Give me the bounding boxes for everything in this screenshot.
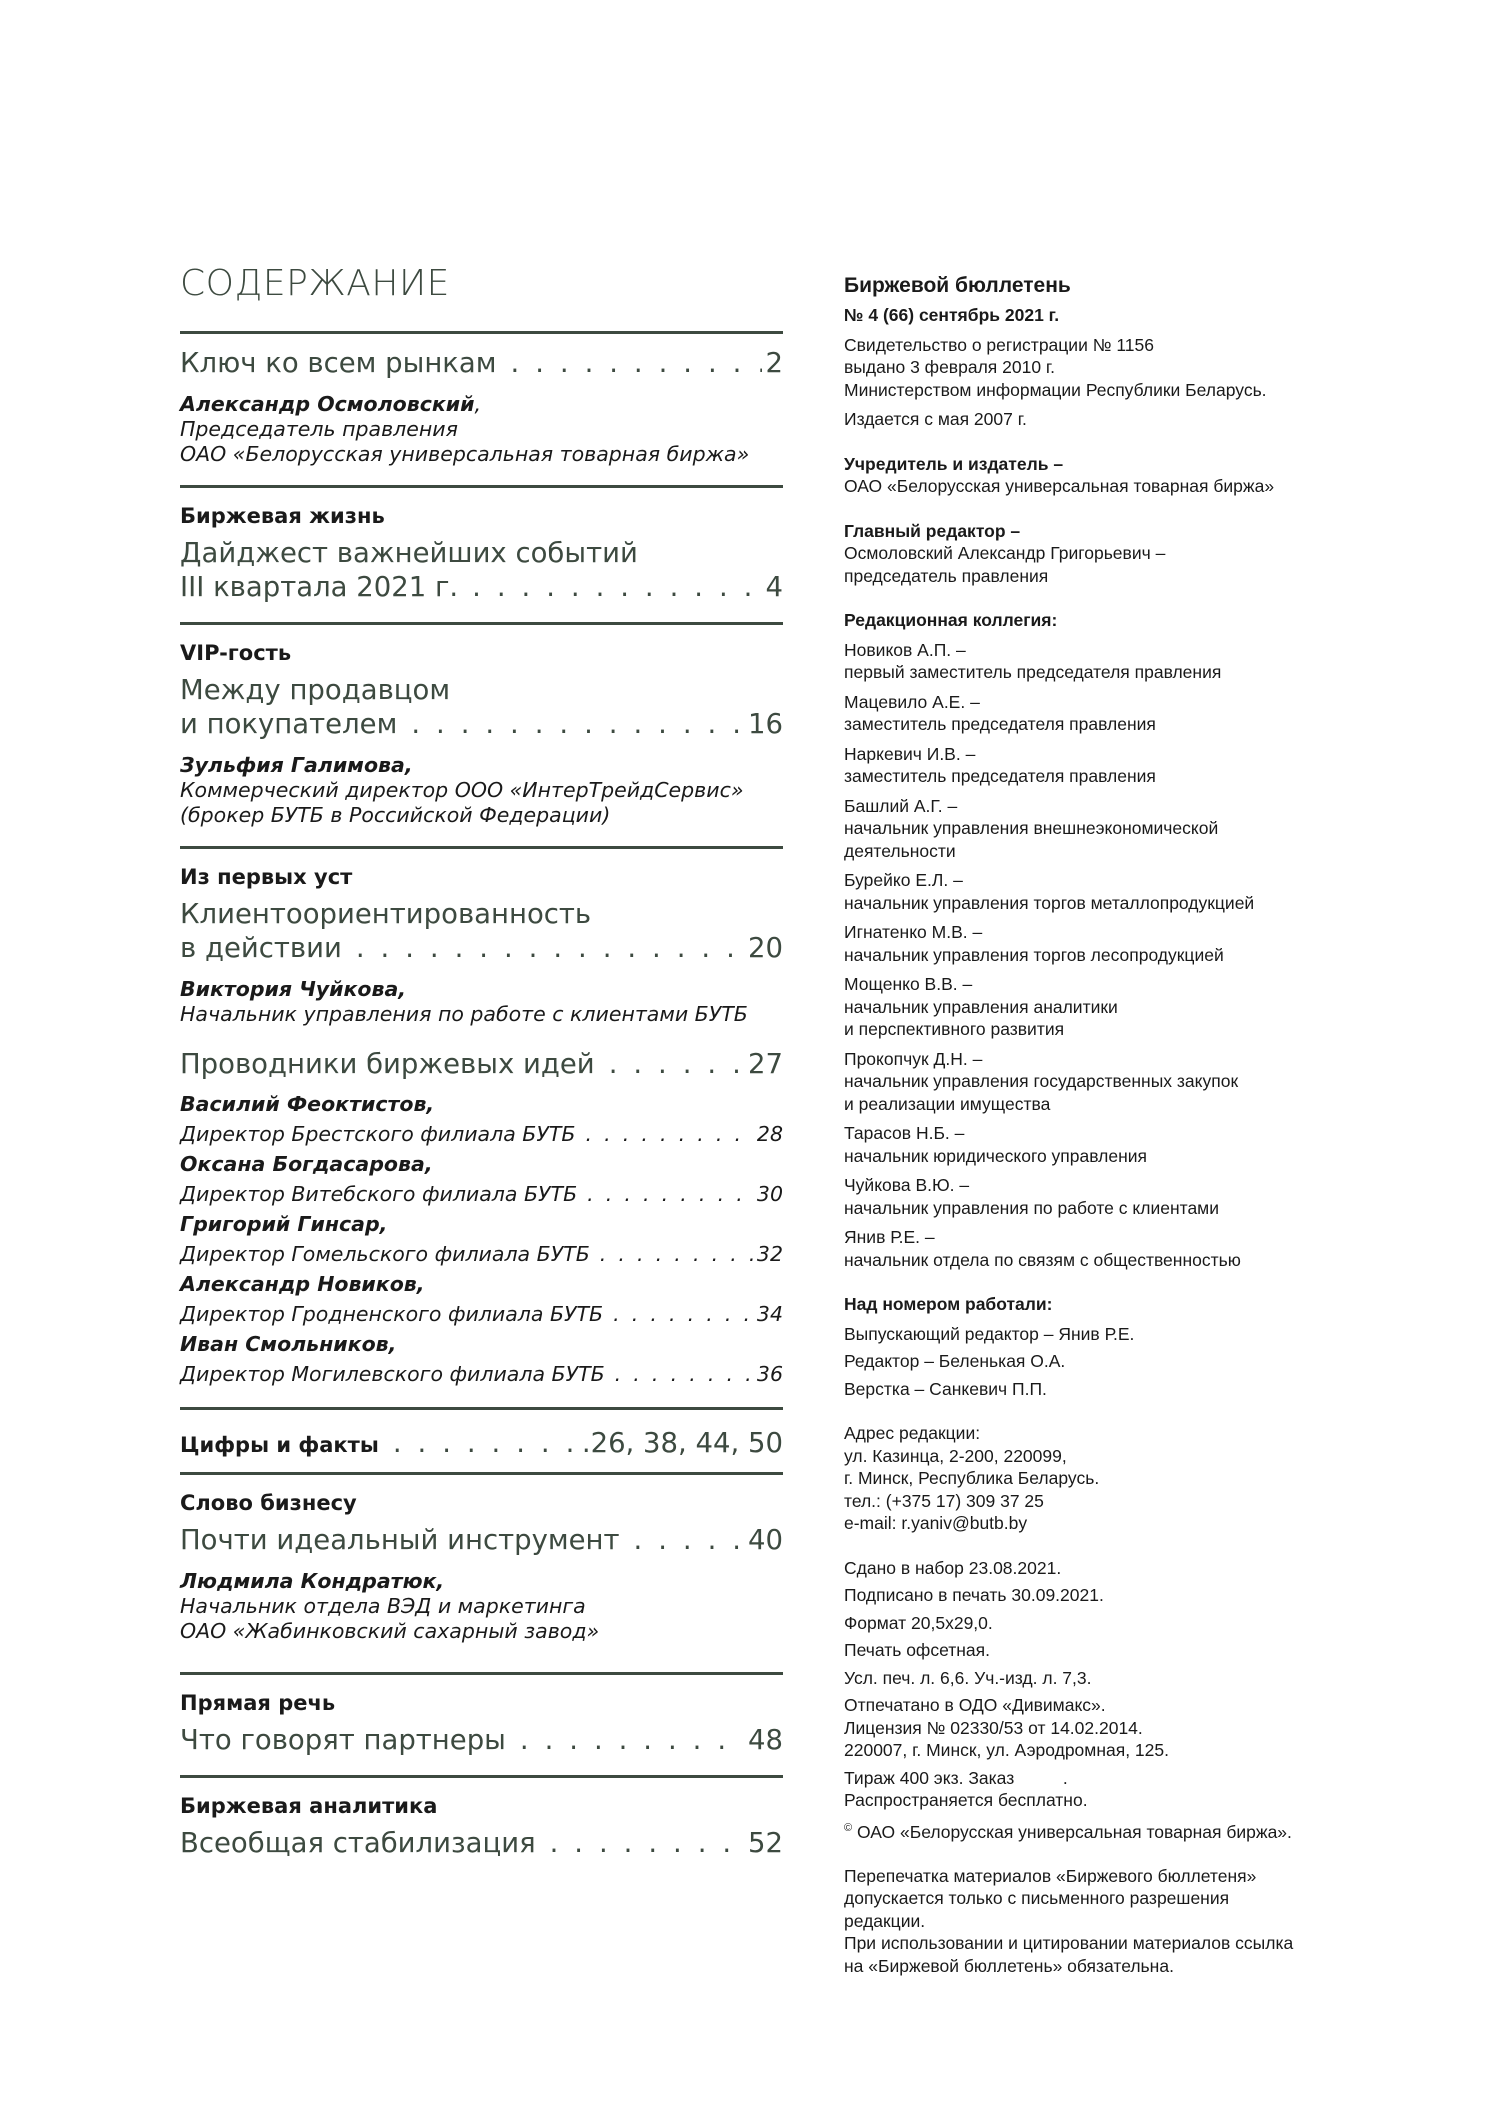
entry-title: Проводники биржевых идей <box>180 1048 595 1081</box>
member-role: первый заместитель председателя правления <box>844 662 1222 682</box>
member-role: и реализации имущества <box>844 1093 1051 1114</box>
list-item[interactable] <box>180 1329 783 1389</box>
toc-entry[interactable] <box>180 1426 783 1460</box>
board-member <box>844 1048 1314 1116</box>
page-number: 52 <box>748 1827 783 1860</box>
toc-block-direct-speech <box>180 1675 783 1775</box>
phone-line: тел.: (+375 17) 309 37 25 <box>844 1490 1044 1511</box>
member-role: начальник управления государственных закупок <box>844 1071 1239 1091</box>
entry-title: Всеобщая стабилизация <box>180 1827 536 1860</box>
copyright-icon: © <box>844 1821 853 1834</box>
author-name: Оксана Богдасарова, <box>180 1152 433 1177</box>
member-role: заместитель председателя правления <box>844 766 1156 786</box>
section-heading: Цифры и факты <box>180 1433 379 1458</box>
page-number: 40 <box>748 1524 783 1557</box>
member-role: начальник управления аналитики <box>844 996 1118 1017</box>
toc-entry[interactable] <box>180 1826 783 1860</box>
member-role: начальник управления торгов лесопродукцией <box>844 944 1224 965</box>
author-title: Директор Гомельского филиала БУТБ <box>180 1242 590 1267</box>
author-name: Василий Феоктистов, <box>180 1092 435 1117</box>
member-role: начальник управления по работе с клиентами <box>844 1197 1219 1218</box>
list-item[interactable] <box>180 1269 783 1329</box>
print-info: Усл. печ. л. 6,6. Уч.-изд. л. 7,3. <box>844 1667 1092 1688</box>
author-title: Директор Гродненского филиала БУТБ <box>180 1302 604 1327</box>
print-info: Тираж 400 экз. Заказ . <box>844 1767 1068 1788</box>
print-info: Печать офсетная. <box>844 1640 990 1660</box>
toc-block-exchange-life <box>180 488 783 622</box>
page-number: 20 <box>748 932 783 965</box>
dot-leader <box>550 1826 744 1860</box>
member-name: Новиков А.П. – <box>844 639 966 660</box>
toc-entry[interactable] <box>180 346 783 380</box>
author-title: ОАО «Жабинковский сахарный завод» <box>180 1619 600 1644</box>
section-heading: Биржевая аналитика <box>180 1794 438 1819</box>
member-name: Наркевич И.В. – <box>844 743 976 764</box>
registration-line: выдано 3 февраля 2010 г. <box>844 357 1056 377</box>
chief-editor-name: Осмоловский Александр Григорьевич – <box>844 543 1166 563</box>
member-name: Янив Р.Е. – <box>844 1227 935 1247</box>
reprint-notice: Перепечатка материалов «Биржевого бюллетеня» <box>844 1865 1257 1886</box>
author-name: Григорий Гинсар, <box>180 1212 388 1237</box>
page-number: 34 <box>756 1302 783 1327</box>
print-info: Подписано в печать 30.09.2021. <box>844 1585 1104 1605</box>
dot-leader <box>472 570 761 604</box>
author-credit <box>180 753 783 828</box>
toc-block-figures <box>180 1410 783 1472</box>
board-member <box>844 1122 1314 1167</box>
founder-name: ОАО «Белорусская универсальная товарная биржа» <box>844 476 1275 496</box>
page-number: 48 <box>748 1724 783 1757</box>
chief-editor-label: Главный редактор – <box>844 520 1021 541</box>
member-name: Чуйкова В.Ю. – <box>844 1175 970 1195</box>
board-label: Редакционная коллегия: <box>844 610 1058 630</box>
author-title: Председатель правления <box>180 417 458 442</box>
dot-leader <box>615 1359 753 1389</box>
staff-line: Выпускающий редактор – Янив Р.Е. <box>844 1323 1135 1344</box>
list-item[interactable] <box>180 1149 783 1209</box>
member-name: Прокопчук Д.Н. – <box>844 1048 983 1069</box>
dot-leader <box>587 1179 753 1209</box>
author-credit: Александр Осмоловский, Председатель правления ОАО «Белорусская универсальная товарная биржа» <box>180 392 750 467</box>
member-name: Бурейко Е.Л. – <box>844 870 963 890</box>
dot-leader <box>585 1119 752 1149</box>
author-name: Александр Новиков, <box>180 1272 425 1297</box>
chief-editor-role: председатель правления <box>844 565 1049 586</box>
dot-leader <box>511 346 762 380</box>
author-title: Начальник управления по работе с клиентами БУТБ <box>180 1002 748 1027</box>
section-heading: VIP-гость <box>180 641 292 666</box>
entry-title: Между продавцом <box>180 674 451 707</box>
publication-title: Биржевой бюллетень <box>844 274 1071 297</box>
section-heading: Прямая речь <box>180 1691 336 1716</box>
entry-title: III квартала 2021 г. <box>180 571 459 604</box>
entry-title: в действии <box>180 932 342 965</box>
toc-block-analytics <box>180 1778 783 1878</box>
dot-leader <box>634 1523 744 1557</box>
section-heading: Биржевая жизнь <box>180 504 385 529</box>
author-credit <box>180 1569 783 1644</box>
page-number: 2 <box>765 347 783 380</box>
staff-label: Над номером работали: <box>844 1294 1053 1314</box>
print-info: Формат 20,5х29,0. <box>844 1612 993 1633</box>
member-name: Башлий А.Г. – <box>844 795 958 816</box>
board-member <box>844 1174 1314 1219</box>
toc-block-first-hand <box>180 849 783 1407</box>
entry-title: Почти идеальный инструмент <box>180 1524 620 1557</box>
member-name: Игнатенко М.В. – <box>844 922 983 942</box>
board-member <box>844 639 1314 684</box>
print-info: Сдано в набор 23.08.2021. <box>844 1557 1062 1578</box>
dot-leader <box>600 1239 753 1269</box>
reprint-notice: допускается только с письменного разрешения редакции. <box>844 1888 1230 1931</box>
page-number: 32 <box>756 1242 783 1267</box>
address-line: г. Минск, Республика Беларусь. <box>844 1468 1100 1488</box>
published-since: Издается с мая 2007 г. <box>844 409 1027 429</box>
page-number: 30 <box>756 1182 783 1207</box>
entry-title: Ключ ко всем рынкам <box>180 347 497 380</box>
author-name: Иван Смольников, <box>180 1332 397 1357</box>
page-number: 16 <box>748 708 783 741</box>
toc-block-first <box>180 334 783 485</box>
member-role: заместитель председателя правления <box>844 714 1156 734</box>
member-role: начальник юридического управления <box>844 1145 1147 1166</box>
print-info: Распространяется бесплатно. <box>844 1790 1088 1810</box>
entry-title: и покупателем <box>180 708 398 741</box>
reprint-notice: При использовании и цитировании материалов ссылка <box>844 1933 1294 1954</box>
page-number: .26, 38, 44, 50 <box>581 1427 783 1460</box>
staff-line: Редактор – Беленькая О.А. <box>844 1351 1066 1371</box>
author-name: Людмила Кондратюк, <box>180 1569 445 1594</box>
print-info: Лицензия № 02330/53 от 14.02.2014. <box>844 1717 1143 1738</box>
dot-leader <box>613 1299 753 1329</box>
dot-leader <box>411 707 744 741</box>
author-title: Коммерческий директор ООО «ИнтерТрейдСервис» <box>180 778 744 803</box>
section-heading: Из первых уст <box>180 865 353 890</box>
copyright-text: ОАО «Белорусская универсальная товарная биржа». <box>856 1821 1292 1842</box>
member-role: начальник отдела по связям с общественностью <box>844 1249 1241 1270</box>
toc-title: СОДЕРЖАНИЕ <box>180 263 450 304</box>
address-line: Адрес редакции: <box>844 1423 981 1443</box>
founder-label: Учредитель и издатель – <box>844 453 1064 474</box>
board-member <box>844 1226 1314 1271</box>
toc-entry[interactable] <box>180 1523 783 1557</box>
toc-entry[interactable] <box>180 1723 783 1757</box>
author-name: Александр Осмоловский <box>180 392 475 417</box>
toc-entry[interactable] <box>180 673 783 741</box>
member-role: деятельности <box>844 840 956 861</box>
author-title: (брокер БУТБ в Российской Федерации) <box>180 803 611 828</box>
copyright-line <box>844 1817 1314 1843</box>
list-item[interactable] <box>180 1089 783 1149</box>
author-title: Начальник отдела ВЭД и маркетинга <box>180 1594 586 1619</box>
member-role: начальник управления торгов металлопродукцией <box>844 892 1255 913</box>
toc-entry[interactable] <box>180 1047 783 1081</box>
table-of-contents <box>180 262 783 1878</box>
member-name: Мощенко В.В. – <box>844 974 973 994</box>
issue-number: № 4 (66) сентябрь 2021 г. <box>844 305 1060 325</box>
toc-block-business <box>180 1475 783 1662</box>
entry-title: Клиентоориентированность <box>180 898 592 931</box>
dot-leader <box>520 1723 744 1757</box>
email-link[interactable]: e-mail: r.yaniv@butb.by <box>844 1513 1028 1533</box>
author-name: Виктория Чуйкова, <box>180 977 407 1002</box>
registration-line: Свидетельство о регистрации № 1156 <box>844 334 1154 355</box>
author-title: ОАО «Белорусская универсальная товарная биржа» <box>180 442 750 467</box>
page-number: 27 <box>748 1048 783 1081</box>
board-member <box>844 795 1314 863</box>
address-line: ул. Казинца, 2-200, 220099, <box>844 1445 1067 1466</box>
page-number: 36 <box>756 1362 783 1387</box>
list-item[interactable] <box>180 1209 783 1269</box>
reprint-notice: на «Биржевой бюллетень» обязательна. <box>844 1955 1174 1976</box>
toc-block-vip-guest <box>180 625 783 846</box>
imprint-column <box>844 272 1314 1977</box>
branch-list <box>180 1089 783 1389</box>
toc-entry[interactable] <box>180 536 783 604</box>
author-title: Директор Витебского филиала БУТБ <box>180 1182 578 1207</box>
print-info: 220007, г. Минск, ул. Аэродромная, 125. <box>844 1740 1169 1760</box>
author-title: Директор Могилевского филиала БУТБ <box>180 1362 605 1387</box>
registration-line: Министерством информации Республики Беларусь. <box>844 379 1267 400</box>
entry-title: Что говорят партнеры <box>180 1724 506 1757</box>
entry-title: Дайджест важнейших событий <box>180 537 638 570</box>
page-number: 28 <box>756 1122 783 1147</box>
member-role: начальник управления внешнеэкономической <box>844 818 1219 838</box>
board-member <box>844 743 1314 788</box>
dot-leader <box>393 1426 578 1460</box>
board-member <box>844 691 1314 736</box>
board-member <box>844 973 1314 1041</box>
print-info: Отпечатано в ОДО «Дивимакс». <box>844 1695 1106 1715</box>
dot-leader <box>356 931 744 965</box>
page-number: 4 <box>765 571 783 604</box>
board-list <box>844 639 1314 1272</box>
member-role: и перспективного развития <box>844 1019 1065 1039</box>
member-name: Мацевило А.Е. – <box>844 691 980 712</box>
member-name: Тарасов Н.Б. – <box>844 1123 965 1143</box>
section-heading: Слово бизнесу <box>180 1491 357 1516</box>
board-member <box>844 921 1314 966</box>
author-title: Директор Брестского филиала БУТБ <box>180 1122 576 1147</box>
staff-line: Верстка – Санкевич П.П. <box>844 1378 1047 1399</box>
author-name: Зульфия Галимова, <box>180 753 413 778</box>
author-credit <box>180 977 783 1027</box>
board-member <box>844 869 1314 914</box>
dot-leader <box>609 1047 744 1081</box>
toc-entry[interactable] <box>180 897 783 965</box>
